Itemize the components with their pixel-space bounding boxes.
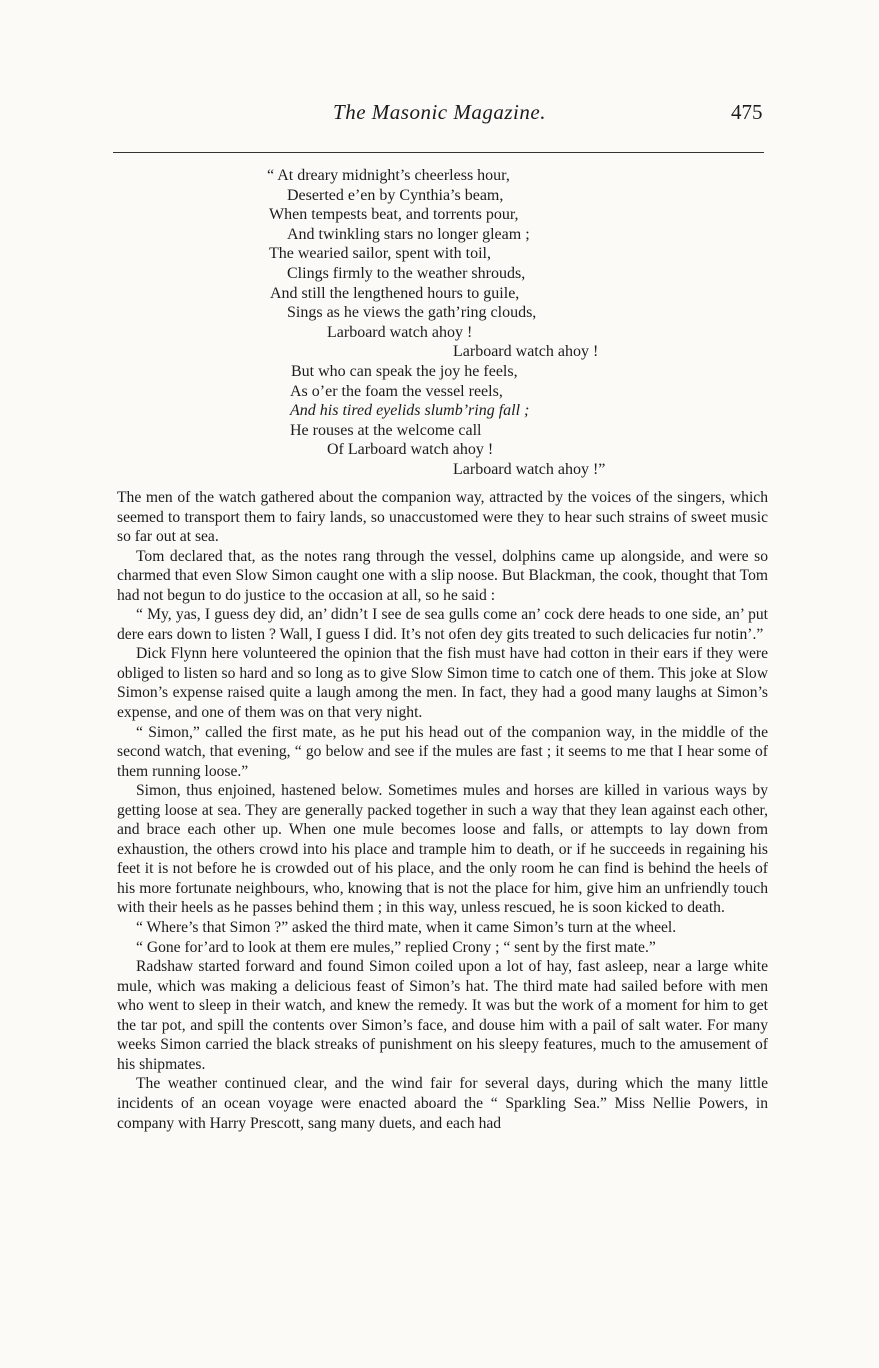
poem-line: Deserted e’en by Cynthia’s beam, <box>287 186 504 204</box>
poem-line: Larboard watch ahoy ! <box>327 323 473 341</box>
header-rule <box>113 152 764 153</box>
poem-line: Of Larboard watch ahoy ! <box>327 441 494 459</box>
paragraph: “ Gone for’ard to look at them ere mules,” replied Crony ; “ sent by the first mate.” <box>136 938 656 956</box>
poem-line: “ At dreary midnight’s cheerless hour, <box>267 167 510 184</box>
poem-line: As o’er the foam the vessel reels, <box>290 382 503 400</box>
paragraph: Radshaw started forward and found Simon coiled upon a lot of hay, fast asleep, near a large white mule, which was making a delicious feast of Simon’s hat. The third mate had sailed before with men who went to sleep in their watch, and knew the remedy. It was but the work of a moment for him to get the tar pot, and spill the contents over Simon’s face, and douse him with a pail of salt water. For many weeks Simon carried the black streaks of punishment on his sleepy features, much to the amusement of his shipmates. <box>117 958 768 1073</box>
poem-line: Sings as he views the gath’ring clouds, <box>287 304 537 322</box>
page-number: 475 <box>731 100 763 124</box>
paragraph: Dick Flynn here volunteered the opinion that the fish must have had cotton in their ears if they were obliged to listen so hard and so long as to give Slow Simon time to catch one of them. This joke at Slow Simon’s expense raised quite a laugh among the men. In fact, they had a good many laughs at Simon’s expense, and one of them was on that very night. <box>117 645 768 722</box>
poem-line: Larboard watch ahoy !” <box>453 461 606 478</box>
paragraph: “ My, yas, I guess dey did, an’ didn’t I see de sea gulls come an’ cock dere heads to one side, an’ put dere ears down to listen ? Wall, I guess I did. It’s not ofen dey gits treated to such delicacies fur notin’.” <box>117 606 768 643</box>
poem-line: And still the lengthened hours to guile, <box>270 284 520 302</box>
poem-line: But who can speak the joy he feels, <box>291 363 518 380</box>
paragraph: The men of the watch gathered about the companion way, attracted by the voices of the singers, which seemed to transport them to fairy lands, so unaccustomed were they to hear such strains of sweet music so far out at sea. <box>117 489 768 546</box>
paragraph: Tom declared that, as the notes rang through the vessel, dolphins came up alongside, and were so charmed that even Slow Simon caught one with a slip noose. But Blackman, the cook, thought that Tom had not begun to do justice to the occasion at all, so he said : <box>117 547 768 604</box>
poem-line: And his tired eyelids slumb’ring fall ; <box>290 402 530 420</box>
paragraph: The weather continued clear, and the wind fair for several days, during which the many little incidents of an ocean voyage were enacted aboard the “ Sparkling Sea.” Miss Nellie Powers, in company with Harry Prescott, sang many duets, and each had <box>117 1075 768 1132</box>
paragraph: “ Where’s that Simon ?” asked the third mate, when it came Simon’s turn at the wheel. <box>136 919 677 937</box>
running-title: The Masonic Magazine. <box>333 100 546 124</box>
poem-line: When tempests beat, and torrents pour, <box>269 206 519 224</box>
article-body <box>117 488 768 1133</box>
poem-line: And twinkling stars no longer gleam ; <box>287 225 530 243</box>
poem-line: He rouses at the welcome call <box>290 421 482 439</box>
paragraph: “ Simon,” called the first mate, as he put his head out of the companion way, in the middle of the second watch, that evening, “ go below and see if the mules are fast ; it seems to me that I hear some of them running loose.” <box>117 723 768 780</box>
poem-line: The wearied sailor, spent with toil, <box>269 245 491 263</box>
poem-line: Larboard watch ahoy ! <box>453 343 599 361</box>
paragraph: Simon, thus enjoined, hastened below. Sometimes mules and horses are killed in various ways by getting loose at sea. They are generally packed together in such a way that they lean against each other, and brace each other up. When one mule becomes loose and falls, or attempts to lay down from exhaustion, the others crowd into his place and trample him to death, or if he succeeds in regaining his feet it is not before he is crowded out of his place, and the only room he can find is behind the heels of his more fortunate neighbours, who, knowing that is not the place for him, give him an unfriendly touch with their heels as he passes behind them ; in this way, unless rescued, he is soon kicked to death. <box>117 782 768 917</box>
poem-line: Clings firmly to the weather shrouds, <box>287 265 526 282</box>
